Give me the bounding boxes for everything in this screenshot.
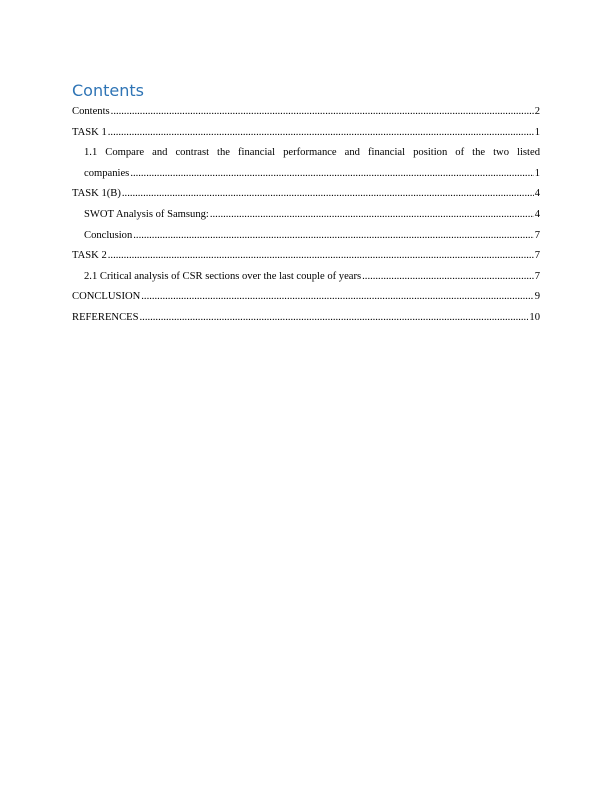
toc-page-number: 7 xyxy=(534,270,540,282)
toc-page-number: 9 xyxy=(534,291,540,303)
dot-leader xyxy=(133,226,533,247)
toc-entry-task-1[interactable] xyxy=(72,123,540,144)
dot-leader xyxy=(108,123,534,144)
toc-entry-2-1-csr[interactable] xyxy=(72,267,540,288)
dot-leader xyxy=(362,267,534,288)
toc-page-number: 2 xyxy=(534,106,540,117)
toc-page-number: 10 xyxy=(529,311,540,323)
toc-entry-label: CONCLUSION xyxy=(72,291,141,303)
toc-page-number: 7 xyxy=(534,229,540,241)
toc-entry-label: Contents xyxy=(72,106,110,117)
toc-page-number: 4 xyxy=(534,208,540,220)
toc-page-number: 7 xyxy=(534,250,540,262)
toc-page-number: 1 xyxy=(534,126,540,138)
toc-page-number: 4 xyxy=(534,188,540,200)
toc-entry-label: TASK 2 xyxy=(72,250,107,262)
toc-page-number: 1 xyxy=(534,167,540,179)
toc-entry-1-1-compare[interactable] xyxy=(72,143,540,184)
toc-entry-label: TASK 1(B) xyxy=(72,188,121,200)
toc-entry-conclusion-sub[interactable] xyxy=(72,226,540,247)
toc-entry-label: Conclusion xyxy=(84,229,133,241)
dot-leader xyxy=(122,184,534,205)
toc-heading: Contents xyxy=(72,81,144,100)
toc-entry-conclusion[interactable] xyxy=(72,287,540,308)
toc-entry-references[interactable] xyxy=(72,308,540,329)
toc-entry-task-2[interactable] xyxy=(72,246,540,267)
toc-entry-swot-analysis[interactable] xyxy=(72,205,540,226)
table-of-contents xyxy=(72,102,540,329)
toc-entry-label: SWOT Analysis of Samsung: xyxy=(84,208,209,220)
dot-leader xyxy=(111,102,534,123)
toc-entry-label-line2: companies xyxy=(84,167,130,179)
dot-leader xyxy=(210,205,534,226)
toc-entry-label: TASK 1 xyxy=(72,126,107,138)
toc-entry-task-1b[interactable] xyxy=(72,184,540,205)
toc-entry-label-line1: 1.1 Compare and contrast the financial performance and financial position of the two listed xyxy=(84,147,540,159)
toc-entry-label: 2.1 Critical analysis of CSR sections over the last couple of years xyxy=(84,270,362,282)
dot-leader xyxy=(108,246,534,267)
toc-entry-contents[interactable] xyxy=(72,102,540,123)
dot-leader xyxy=(140,308,529,329)
dot-leader xyxy=(141,287,533,308)
toc-entry-label: REFERENCES xyxy=(72,311,139,323)
dot-leader xyxy=(130,164,533,185)
